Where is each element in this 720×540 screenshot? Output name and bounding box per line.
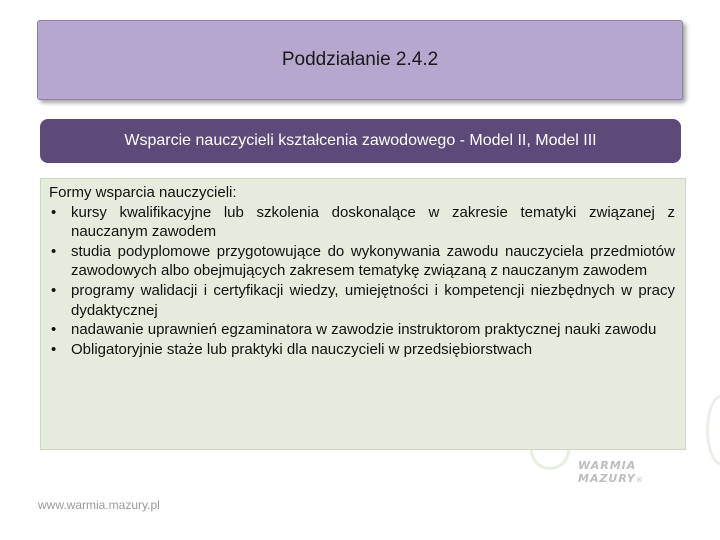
- list-item: [49, 242, 675, 281]
- list-item: [49, 281, 675, 320]
- subtitle-banner: [40, 119, 681, 163]
- logo-line-2: MAZURY: [578, 472, 636, 485]
- bullet-icon: •: [51, 242, 57, 260]
- title-banner: [37, 20, 683, 100]
- content-heading: Formy wsparcia nauczycieli:: [49, 184, 237, 201]
- footer-url: www.warmia.mazury.pl: [38, 498, 160, 512]
- bullet-icon: •: [51, 321, 57, 339]
- registered-mark: ®: [635, 476, 643, 484]
- list-item-text: programy walidacji i certyfikacji wiedzy, umiejętności i kompetencji niezbędnych w pracy dydaktycznej: [71, 281, 675, 319]
- bullet-icon: •: [51, 203, 57, 221]
- slide-subtitle: Wsparcie nauczycieli kształcenia zawodowego - Model II, Model III: [124, 132, 597, 149]
- list-item-text: nadawanie uprawnień egzaminatora w zawodzie instruktorom praktycznej nauki zawodu: [71, 321, 657, 339]
- list-item: [49, 320, 675, 340]
- warmia-mazury-logo: [578, 459, 658, 491]
- logo-line-1: WARMIA: [578, 459, 637, 472]
- list-item-text: studia podyplomowe przygotowujące do wykonywania zawodu nauczyciela przedmiotów zawodowych albo obejmujących zakresem tematykę związaną z nauczanym zawodem: [71, 242, 675, 280]
- list-item: [49, 203, 675, 242]
- list-item-text: kursy kwalifikacyjne lub szkolenia doskonalące w zakresie tematyki związanej z nauczanym zawodem: [71, 203, 675, 241]
- content-panel: [40, 178, 686, 450]
- list-item-text: Obligatoryjnie staże lub praktyki dla nauczycieli w przedsiębiorstwach: [71, 340, 533, 358]
- list-item: [49, 340, 675, 360]
- slide-title: Poddziałanie 2.4.2: [281, 49, 439, 70]
- support-forms-list: [49, 203, 675, 360]
- bullet-icon: •: [51, 281, 57, 299]
- bullet-icon: •: [51, 340, 57, 358]
- decorative-arc: [706, 395, 720, 465]
